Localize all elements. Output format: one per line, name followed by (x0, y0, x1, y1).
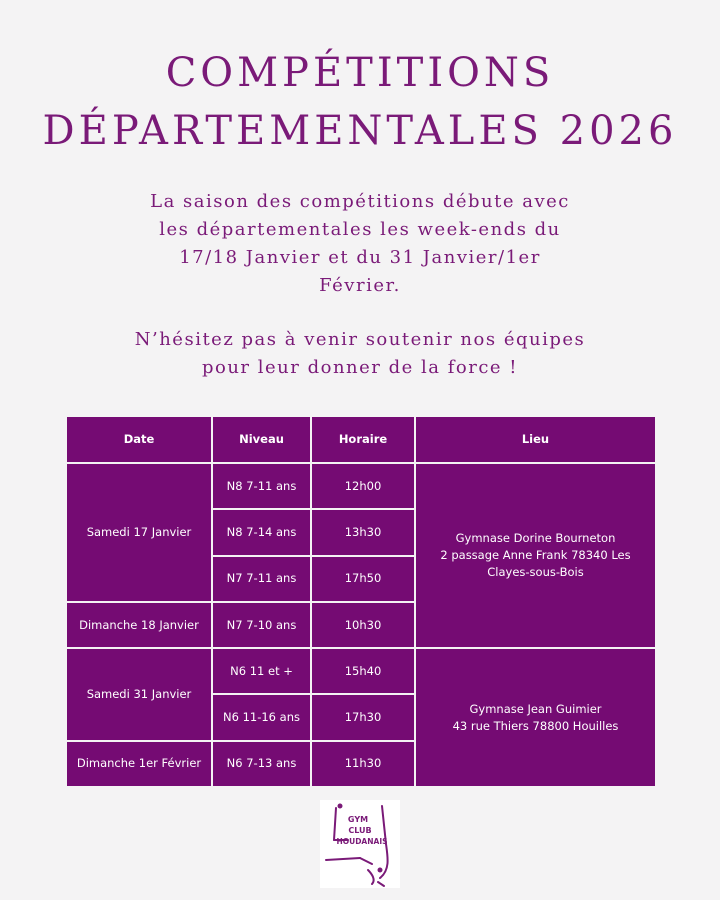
cell-niveau: N6 11-16 ans (213, 695, 310, 739)
support-paragraph (80, 326, 640, 382)
table-row (67, 649, 655, 693)
header-horaire: Horaire (312, 417, 414, 462)
cell-horaire: 17h50 (312, 557, 414, 601)
logo-text-gym: GYM (347, 815, 369, 824)
support-line-2: pour leur donner de la force ! (201, 357, 519, 378)
cell-niveau: N7 7-11 ans (213, 557, 310, 601)
venue-2-address: 43 rue Thiers 78800 Houilles (452, 718, 619, 733)
logo-text-club: CLUB (348, 826, 372, 835)
intro-line-2: les départementales les week-ends du (159, 219, 561, 240)
cell-date: Dimanche 18 Janvier (67, 603, 211, 647)
intro-line-3: 17/18 Janvier et du 31 Janvier/1er (179, 247, 541, 268)
cell-date: Dimanche 1er Février (67, 742, 211, 786)
intro-line-1: La saison des compétitions débute avec (150, 191, 570, 212)
logo-text-houdanais: HOUDANAIS (336, 837, 388, 846)
cell-niveau: N7 7-10 ans (213, 603, 310, 647)
cell-horaire: 17h30 (312, 695, 414, 739)
table-row (67, 464, 655, 508)
cell-date: Samedi 17 Janvier (67, 464, 211, 601)
page-title (0, 44, 720, 160)
intro-paragraph (80, 188, 640, 300)
cell-horaire: 13h30 (312, 510, 414, 554)
cell-niveau: N8 7-14 ans (213, 510, 310, 554)
cell-date: Samedi 31 Janvier (67, 649, 211, 739)
venue-1-address: 2 passage Anne Frank 78340 Les (440, 548, 631, 563)
title-line-1: COMPÉTITIONS (165, 50, 555, 96)
cell-venue-2 (416, 649, 655, 786)
header-niveau: Niveau (213, 417, 310, 462)
cell-horaire: 12h00 (312, 464, 414, 508)
header-lieu: Lieu (416, 417, 655, 462)
gym-club-logo (320, 800, 400, 888)
cell-niveau: N6 7-13 ans (213, 742, 310, 786)
gymnast-logo-icon (320, 800, 400, 888)
cell-horaire: 15h40 (312, 649, 414, 693)
header-date: Date (67, 417, 211, 462)
venue-1-name: Gymnase Dorine Bourneton (455, 531, 616, 546)
cell-niveau: N8 7-11 ans (213, 464, 310, 508)
venue-2-name: Gymnase Jean Guimier (469, 701, 602, 716)
table-header-row (67, 417, 655, 462)
cell-niveau: N6 11 et + (213, 649, 310, 693)
competition-schedule-table (65, 415, 657, 788)
cell-horaire: 11h30 (312, 742, 414, 786)
intro-line-4: Février. (319, 275, 401, 296)
title-line-2: DÉPARTEMENTALES 2026 (42, 108, 678, 154)
venue-1-city: Clayes-sous-Bois (487, 565, 584, 580)
support-line-1: N’hésitez pas à venir soutenir nos équipes (134, 329, 586, 350)
cell-venue-1 (416, 464, 655, 647)
cell-horaire: 10h30 (312, 603, 414, 647)
